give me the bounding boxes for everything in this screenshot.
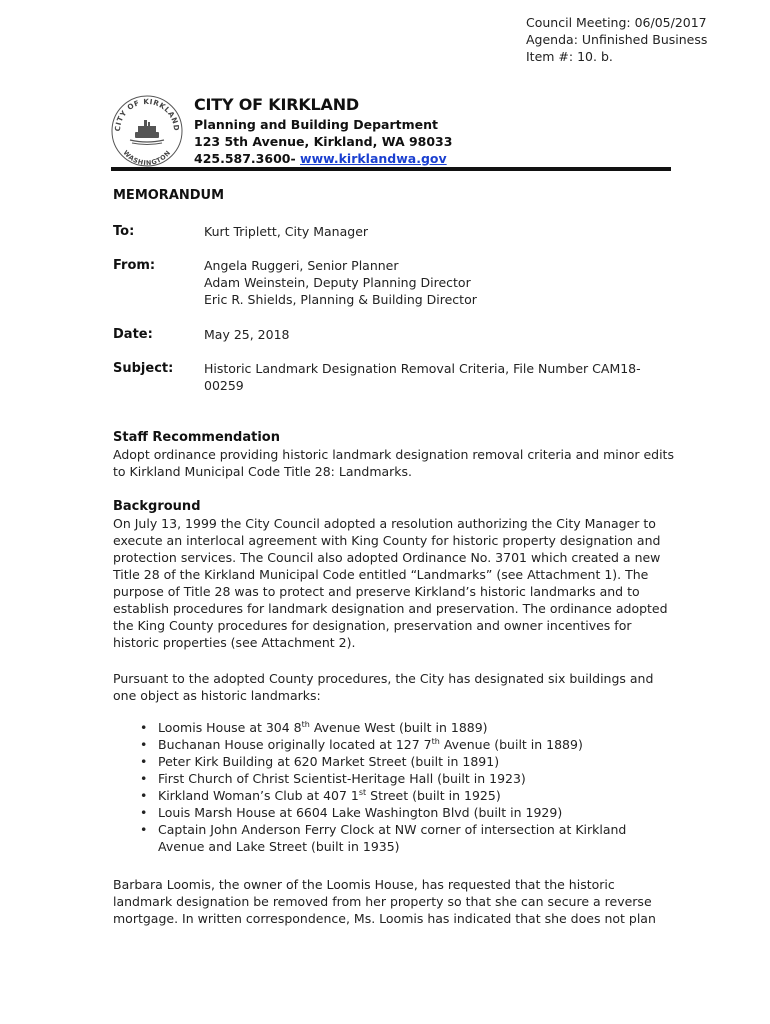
website-link[interactable]: www.kirklandwa.gov <box>300 151 447 166</box>
to-label: To: <box>113 224 135 239</box>
text-line: establish procedures for landmark designation and preservation. The ordinance adopted <box>113 601 668 616</box>
letterhead-divider <box>111 167 671 171</box>
text-line: the King County procedures for designation, preservation and owner incentives for <box>113 618 632 633</box>
item-number: Item #: 10. b. <box>526 49 613 64</box>
contact-line <box>194 150 452 167</box>
background-text <box>113 515 673 651</box>
list-item: • Louis Marsh House at 6604 Lake Washington Blvd (built in 1929) <box>140 804 626 821</box>
from-value <box>204 257 477 308</box>
sender: Adam Weinstein, Deputy Planning Director <box>204 275 471 290</box>
phone-number: 425.587.3600- <box>194 151 301 166</box>
date-label: Date: <box>113 327 153 342</box>
memo-date: May 25, 2018 <box>204 327 290 342</box>
background-section <box>113 498 673 651</box>
text-line: Title 28 of the Kirkland Municipal Code entitled “Landmarks” (see Attachment 1). The <box>113 567 649 582</box>
text-line: purpose of Title 28 was to protect and preserve Kirkland’s historic landmarks and to <box>113 584 640 599</box>
list-item: • First Church of Christ Scientist-Heritage Hall (built in 1923) <box>140 770 626 787</box>
ferry-icon <box>130 120 164 145</box>
staff-recommendation-section <box>113 429 673 480</box>
from-label: From: <box>113 258 156 273</box>
department-address: 123 5th Avenue, Kirkland, WA 98033 <box>194 134 453 149</box>
text-line: one object as historic landmarks: <box>113 688 321 703</box>
subject-value <box>204 360 641 394</box>
memo-title: MEMORANDUM <box>113 188 225 203</box>
meeting-date: Council Meeting: 06/05/2017 <box>526 15 707 30</box>
text-line: Barbara Loomis, the owner of the Loomis House, has requested that the historic <box>113 877 615 892</box>
city-name: CITY OF KIRKLAND <box>194 95 359 114</box>
date-value <box>204 326 289 343</box>
sender: Angela Ruggeri, Senior Planner <box>204 258 399 273</box>
text-line: to Kirkland Municipal Code Title 28: Landmarks. <box>113 464 413 479</box>
text-line: Pursuant to the adopted County procedures, the City has designated six buildings and <box>113 671 654 686</box>
text-line: Adopt ordinance providing historic landmark designation removal criteria and minor edits <box>113 447 674 462</box>
letterhead <box>194 94 452 167</box>
pursuant-paragraph <box>113 670 673 704</box>
recommendation-text <box>113 446 673 480</box>
text-line: landmark designation be removed from her property so that she can secure a reverse <box>113 894 652 909</box>
list-item: • Captain John Anderson Ferry Clock at NW corner of intersection at Kirkland Avenue and Lake Street (built in 1935) <box>140 821 626 855</box>
recipient: Kurt Triplett, City Manager <box>204 224 369 239</box>
sender: Eric R. Shields, Planning & Building Director <box>204 292 477 307</box>
landmark-list <box>140 719 626 855</box>
agenda-label: Agenda: Unfinished Business <box>526 32 708 47</box>
list-item: • Kirkland Woman’s Club at 407 1st Street (built in 1925) <box>140 787 626 804</box>
section-heading: Background <box>113 499 201 514</box>
subject-line: Historic Landmark Designation Removal Criteria, File Number CAM18- <box>204 361 641 376</box>
seal-text-bottom: WASHINGTON <box>121 148 173 168</box>
city-seal-logo <box>110 94 184 168</box>
text-line: execute an interlocal agreement with King County for historic property designation and <box>113 533 661 548</box>
department-name: Planning and Building Department <box>194 117 438 132</box>
meeting-meta <box>526 14 707 65</box>
to-value <box>204 223 368 240</box>
text-line: historic properties (see Attachment 2). <box>113 635 356 650</box>
text-line: protection services. The Council also adopted Ordinance No. 3701 which created a new <box>113 550 661 565</box>
list-item: • Buchanan House originally located at 127 7th Avenue (built in 1889) <box>140 736 626 753</box>
text-line: On July 13, 1999 the City Council adopted a resolution authorizing the City Manager to <box>113 516 656 531</box>
list-item: • Peter Kirk Building at 620 Market Street (built in 1891) <box>140 753 626 770</box>
section-heading: Staff Recommendation <box>113 430 280 445</box>
seal-text-top: CITY OF KIRKLAND <box>112 96 182 132</box>
closing-paragraph <box>113 876 673 927</box>
list-item: • Loomis House at 304 8th Avenue West (built in 1889) <box>140 719 626 736</box>
text-line: mortgage. In written correspondence, Ms. Loomis has indicated that she does not plan <box>113 911 656 926</box>
subject-label: Subject: <box>113 361 174 376</box>
subject-line: 00259 <box>204 378 244 393</box>
svg-text:WASHINGTON <box>122 149 173 167</box>
